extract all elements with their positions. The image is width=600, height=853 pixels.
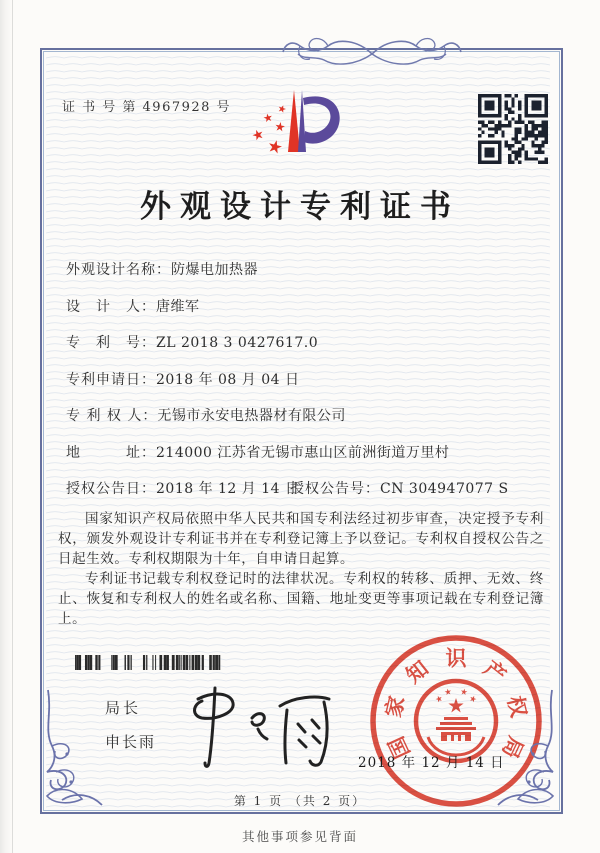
field-grant-row [66, 480, 536, 499]
scan-edge-shadow [0, 0, 13, 853]
field-label: 专利申请日： [66, 372, 156, 388]
field-patent-number [66, 334, 536, 353]
certificate-number: 证 书 号 第 4967928 号 [62, 100, 232, 115]
field-label: 专 利 号： [66, 335, 156, 351]
field-patentee [66, 407, 536, 426]
svg-text:权: 权 [502, 693, 532, 720]
back-side-note: 其他事项参见背面 [241, 829, 358, 844]
page-number: 第 1 页 （共 2 页） [233, 794, 367, 808]
certificate-title: 外观设计专利证书 [140, 189, 460, 225]
field-address [66, 444, 536, 463]
director-title: 局长 [105, 699, 142, 717]
legal-paragraph-2: 专利证书记载专利权登记时的法律状况。专利权的转移、质押、无效、终止、恢复和专利权人的姓名或名称、国籍、地址变更等事项记载在专利登记簿上。 [58, 571, 544, 627]
top-center-scroll-ornament [272, 31, 472, 65]
svg-text:产: 产 [479, 655, 512, 688]
grant-date-label: 授权公告日： [66, 481, 156, 497]
field-label: 外观设计名称： [66, 262, 171, 278]
legal-paragraph-1: 国家知识产权局依照中华人民共和国专利法经过初步审查，决定授予专利权，颁发外观设计专利证书并在专利登记簿上予以登记。专利权自授权公告之日起生效。专利权期限为十年，自申请日起算。 [58, 511, 544, 567]
svg-text:知: 知 [400, 655, 433, 688]
legal-text-block [58, 509, 544, 629]
field-value: 防爆电加热器 [171, 262, 258, 278]
grant-number-label: 授权公告号： [290, 481, 380, 497]
field-value: 2018 年 08 月 04 日 [156, 372, 300, 388]
national-emblem-icon [416, 681, 496, 761]
field-value: 214000 江苏省无锡市惠山区前洲街道万里村 [156, 445, 450, 461]
seal-date: 2018 年 12 月 14 日 [358, 755, 505, 771]
field-label: 地 址： [66, 445, 156, 461]
grant-date-value: 2018 年 12 月 14 日 [156, 481, 300, 497]
bottom-right-corner-flourish [488, 688, 558, 809]
bottom-left-corner-flourish [42, 688, 112, 809]
grant-number-value: CN 304947077 S [380, 481, 509, 497]
director-signature [168, 683, 338, 771]
field-label: 专 利 权 人： [66, 408, 158, 424]
svg-text:国: 国 [383, 732, 415, 763]
cnipa-logo-icon [248, 86, 348, 166]
barcode [72, 655, 228, 670]
field-value: 无锡市永安电热器材有限公司 [157, 408, 346, 424]
field-design-name [66, 261, 536, 280]
field-value: ZL 2018 3 0427617.0 [156, 335, 319, 351]
director-name: 申长雨 [105, 733, 157, 751]
qr-code [478, 94, 548, 164]
field-value: 唐维军 [156, 299, 200, 315]
svg-text:识: 识 [445, 645, 467, 671]
field-filing-date [66, 371, 536, 390]
svg-text:局: 局 [497, 732, 529, 763]
field-label: 设 计 人： [66, 299, 156, 315]
field-designer [66, 298, 536, 317]
svg-text:家: 家 [380, 693, 410, 720]
grant-number-pair [290, 480, 509, 499]
